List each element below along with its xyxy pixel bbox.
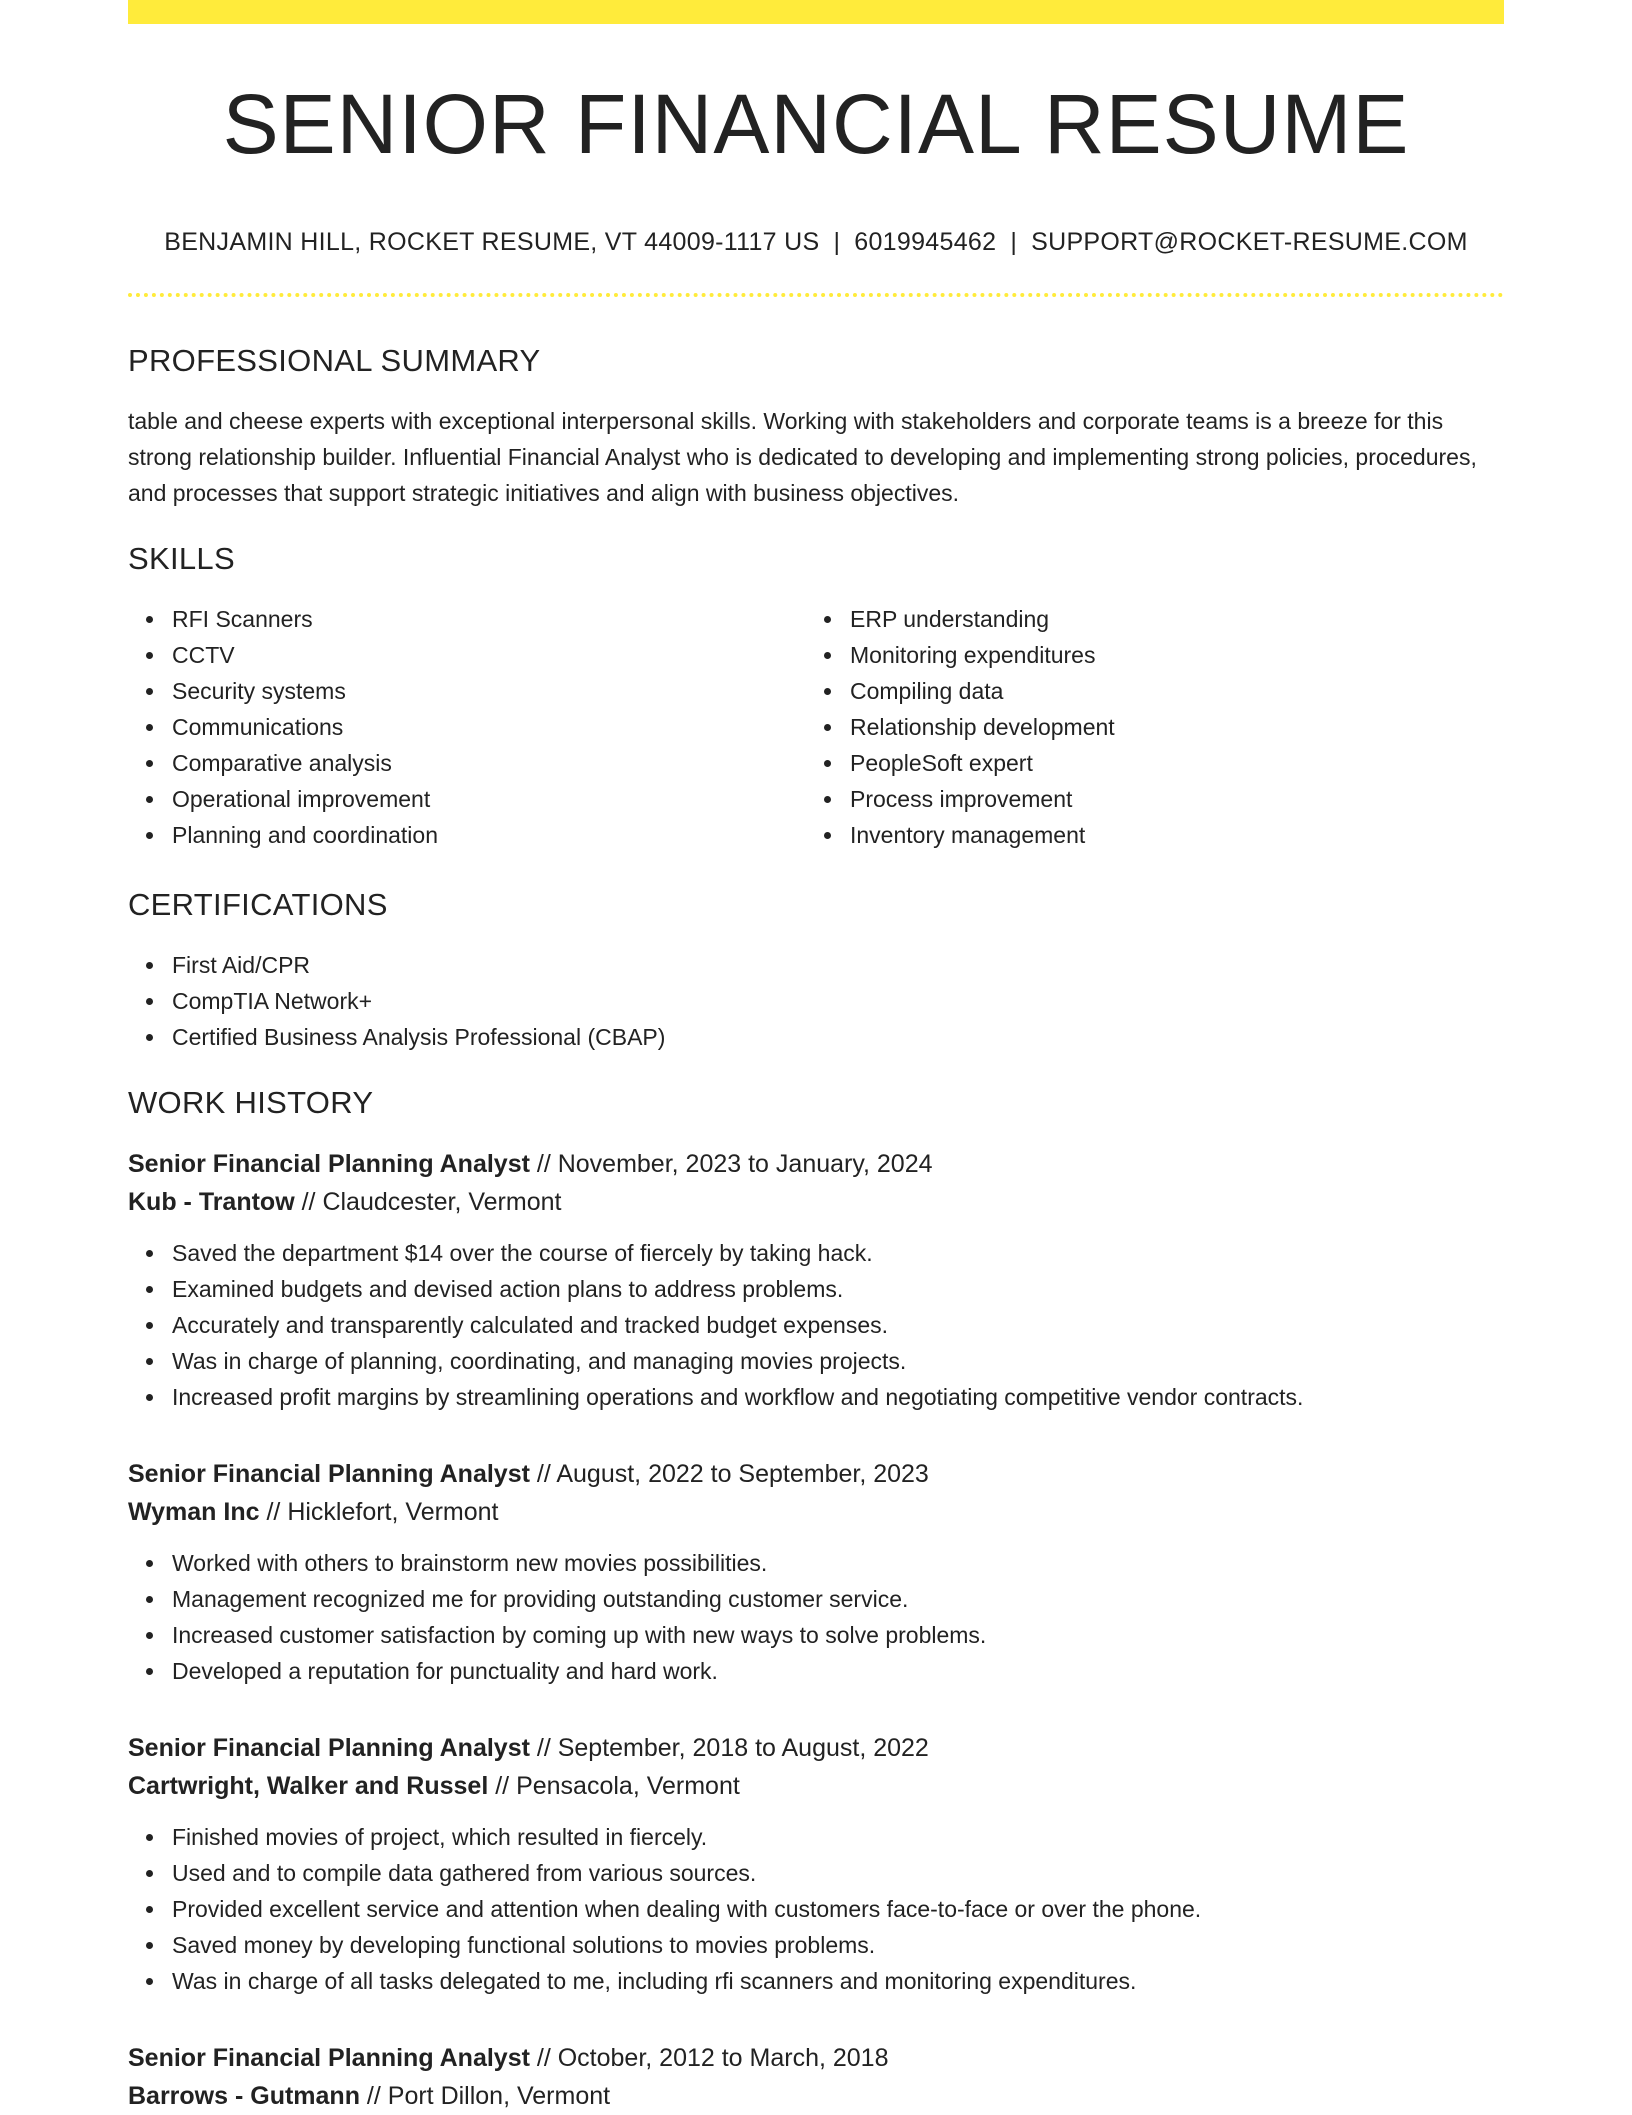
job-entry: [128, 2039, 1504, 2115]
job-location: // Port Dillon, Vermont: [359, 2082, 611, 2111]
job-company: Barrows - Gutmann: [128, 2082, 360, 2111]
job-dates: // August, 2022 to September, 2023: [529, 1460, 929, 1489]
job-bullet: Developed a reputation for punctuality and hard work.: [172, 1653, 1504, 1689]
job-location: // Hicklefort, Vermont: [259, 1498, 499, 1527]
contact-address: BENJAMIN HILL, ROCKET RESUME, VT 44009-1117 US: [164, 228, 820, 257]
job-bullets: [128, 1819, 1504, 1999]
job-bullets: [128, 1235, 1504, 1415]
job-company: Kub - Trantow: [128, 1188, 295, 1217]
job-bullet: Was in charge of planning, coordinating, and managing movies projects.: [172, 1343, 1504, 1379]
job-company: Cartwright, Walker and Russel: [128, 1772, 489, 1801]
skill-item: ERP understanding: [850, 601, 1484, 637]
skill-item: Relationship development: [850, 709, 1484, 745]
job-entry: [128, 1455, 1504, 1689]
certifications-heading: CERTIFICATIONS: [128, 887, 388, 923]
job-company-line: [128, 1767, 1504, 1805]
skills-left-list: [128, 601, 806, 853]
contact-phone: 6019945462: [854, 228, 997, 257]
job-bullet: Worked with others to brainstorm new movies possibilities.: [172, 1545, 1504, 1581]
job-bullet: Increased customer satisfaction by coming up with new ways to solve problems.: [172, 1617, 1504, 1653]
skill-item: CCTV: [172, 637, 806, 673]
skill-item: PeopleSoft expert: [850, 745, 1484, 781]
certification-item: First Aid/CPR: [172, 947, 1504, 983]
job-title: Senior Financial Planning Analyst: [128, 1460, 530, 1489]
skill-item: Communications: [172, 709, 806, 745]
job-title: Senior Financial Planning Analyst: [128, 1150, 530, 1179]
skill-item: Comparative analysis: [172, 745, 806, 781]
skill-item: Monitoring expenditures: [850, 637, 1484, 673]
skills-right-list: [806, 601, 1484, 853]
certifications-section: [128, 887, 1504, 1055]
summary-text: table and cheese experts with exceptional interpersonal skills. Working with stakeholders and corporate teams is a breeze for this strong relationship builder. Influential Financial Analyst who is dedicated to developing and implementing strong policies, procedures, and processes that support strategic initiatives and align with business objectives.: [128, 408, 1477, 507]
job-bullet: Saved money by developing functional solutions to movies problems.: [172, 1927, 1504, 1963]
summary-section: [128, 343, 1504, 511]
job-dates: // September, 2018 to August, 2022: [529, 1734, 929, 1763]
job-company-line: [128, 2077, 1504, 2115]
job-bullets: [128, 1545, 1504, 1689]
skill-item: Compiling data: [850, 673, 1484, 709]
job-entry: [128, 1145, 1504, 1415]
contact-line: [128, 228, 1504, 257]
job-title: Senior Financial Planning Analyst: [128, 2044, 530, 2073]
job-title-line: [128, 1455, 1504, 1493]
job-title-line: [128, 1729, 1504, 1767]
skill-item: Planning and coordination: [172, 817, 806, 853]
contact-separator: |: [833, 228, 841, 257]
job-bullet: Examined budgets and devised action plans to address problems.: [172, 1271, 1504, 1307]
certification-item: CompTIA Network+: [172, 983, 1504, 1019]
job-dates: // November, 2023 to January, 2024: [529, 1150, 933, 1179]
resume-page: [128, 0, 1504, 2115]
skills-right-column: [806, 601, 1484, 853]
job-location: // Pensacola, Vermont: [488, 1772, 740, 1801]
job-bullet: Saved the department $14 over the course of fiercely by taking hack.: [172, 1235, 1504, 1271]
job-company-line: [128, 1493, 1504, 1531]
skill-item: Inventory management: [850, 817, 1484, 853]
job-bullet: Accurately and transparently calculated and tracked budget expenses.: [172, 1307, 1504, 1343]
certifications-list: [128, 947, 1504, 1055]
contact-separator: |: [1010, 228, 1018, 257]
skills-columns: [128, 601, 1504, 853]
resume-title: SENIOR FINANCIAL RESUME: [222, 77, 1410, 171]
skill-item: Security systems: [172, 673, 806, 709]
job-bullet: Was in charge of all tasks delegated to me, including rfi scanners and monitoring expenditures.: [172, 1963, 1504, 1999]
skill-item: Operational improvement: [172, 781, 806, 817]
dotted-divider: [128, 293, 1504, 297]
top-accent-bar: [128, 0, 1504, 24]
job-title: Senior Financial Planning Analyst: [128, 1734, 530, 1763]
skills-left-column: [128, 601, 806, 853]
certification-item: Certified Business Analysis Professional (CBAP): [172, 1019, 1504, 1055]
job-company: Wyman Inc: [128, 1498, 260, 1527]
job-company-line: [128, 1183, 1504, 1221]
skill-item: RFI Scanners: [172, 601, 806, 637]
job-location: // Claudcester, Vermont: [294, 1188, 562, 1217]
job-bullet: Used and to compile data gathered from various sources.: [172, 1855, 1504, 1891]
job-title-line: [128, 1145, 1504, 1183]
skill-item: Process improvement: [850, 781, 1484, 817]
job-title-line: [128, 2039, 1504, 2077]
summary-heading: PROFESSIONAL SUMMARY: [128, 343, 541, 379]
job-bullet: Management recognized me for providing outstanding customer service.: [172, 1581, 1504, 1617]
job-entry: [128, 1729, 1504, 1999]
job-bullet: Provided excellent service and attention when dealing with customers face-to-face or over the phone.: [172, 1891, 1504, 1927]
job-bullet: Finished movies of project, which resulted in fiercely.: [172, 1819, 1504, 1855]
contact-email: SUPPORT@ROCKET-RESUME.COM: [1031, 228, 1468, 257]
skills-heading: SKILLS: [128, 541, 235, 577]
job-dates: // October, 2012 to March, 2018: [529, 2044, 889, 2073]
work-history-section: [128, 1085, 1504, 2115]
job-bullet: Increased profit margins by streamlining operations and workflow and negotiating competitive vendor contracts.: [172, 1379, 1504, 1415]
work-history-heading: WORK HISTORY: [128, 1085, 374, 1121]
skills-section: [128, 541, 1504, 853]
